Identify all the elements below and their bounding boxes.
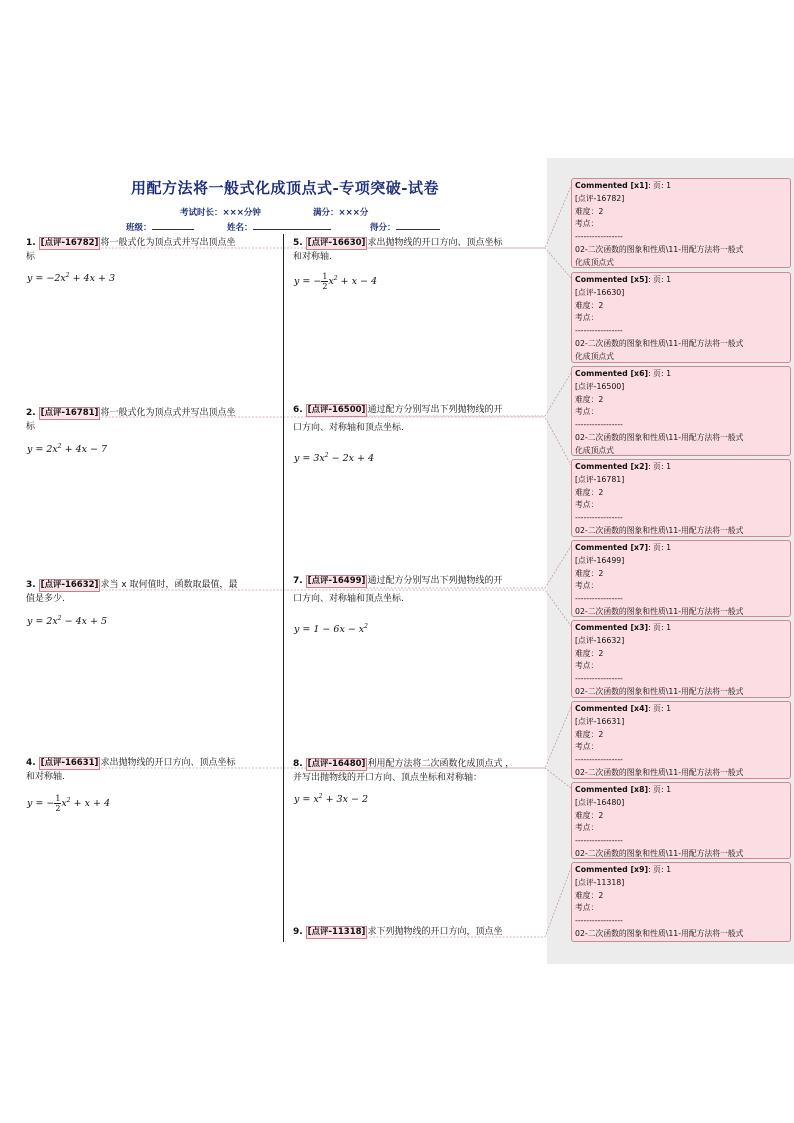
question-number: 4. bbox=[26, 758, 36, 768]
question-number: 2. bbox=[26, 408, 36, 418]
comment-tag[interactable]: [点评-16630] bbox=[307, 238, 366, 248]
comment-tag[interactable]: [点评-16781] bbox=[40, 408, 99, 418]
question-number: 8. bbox=[293, 759, 303, 769]
class-blank bbox=[152, 221, 194, 230]
question-text: 通过配方分别写出下列抛物线的开 bbox=[367, 576, 503, 586]
formula-2: $y = 2x^2 + 4x - 7$ bbox=[27, 443, 108, 456]
question-number: 6. bbox=[293, 405, 303, 415]
exam-time: 考试时长：×××分钟 bbox=[180, 208, 261, 218]
name-label: 姓名： bbox=[227, 223, 253, 233]
comment-tag[interactable]: [点评-16632] bbox=[40, 580, 99, 590]
name-blank bbox=[253, 221, 331, 230]
question-text: 求出抛物线的开口方向、顶点坐标 bbox=[367, 238, 503, 248]
question-2 bbox=[26, 406, 235, 434]
full-score: 满分：×××分 bbox=[313, 208, 369, 218]
score-blank bbox=[396, 221, 440, 230]
comment-balloon-x7[interactable]: Commented [x7]: 页: 1 [点评-16499] 难度：2 考点： ----------------- 02-二次函数的图象和性质\11-用配方法将一般式 bbox=[571, 540, 791, 617]
comment-balloon-x3[interactable]: Commented [x3]: 页: 1 [点评-16632] 难度：2 考点： ----------------- 02-二次函数的图象和性质\11-用配方法将一般式 bbox=[571, 620, 791, 698]
question-text-cont: 口方向、对称轴和顶点坐标. bbox=[293, 594, 404, 604]
question-4 bbox=[26, 756, 235, 784]
question-text-cont: 标 bbox=[26, 422, 36, 432]
question-text: 求当 x 取何值时，函数取最值，最 bbox=[100, 580, 238, 590]
comment-balloon-x8[interactable]: Commented [x8]: 页: 1 [点评-16480] 难度：2 考点： ----------------- 02-二次函数的图象和性质\11-用配方法将一般式 bbox=[571, 782, 791, 859]
formula-3: $y = 2x^2 - 4x + 5$ bbox=[27, 615, 108, 628]
question-text-cont: 标 bbox=[26, 252, 36, 262]
question-text: 求出抛物线的开口方向、顶点坐标 bbox=[100, 758, 236, 768]
formula-5: y = − $\frac{1}{2}$ $x^2 + x - 4$ bbox=[294, 272, 378, 291]
column-divider bbox=[283, 234, 284, 942]
question-text: 将一般式化为顶点式并写出顶点坐 bbox=[100, 408, 236, 418]
comment-tag[interactable]: [点评-16480] bbox=[307, 759, 366, 769]
formula-6: $y = 3x^2 - 2x + 4$ bbox=[294, 452, 375, 465]
formula-4: y = − $\frac{1}{2}$ $x^2 + x + 4$ bbox=[27, 794, 111, 813]
formula-1: $y = -2x^2 + 4x + 3$ bbox=[27, 272, 116, 285]
question-text: 通过配方分别写出下列抛物线的开 bbox=[367, 405, 503, 415]
question-5 bbox=[293, 236, 502, 264]
score-label: 得分： bbox=[370, 223, 396, 233]
page-title: 用配方法将一般式化成顶点式-专项突破-试卷 bbox=[131, 179, 439, 197]
comment-tag[interactable]: [点评-16782] bbox=[40, 238, 99, 248]
score-field bbox=[370, 221, 440, 233]
question-3 bbox=[26, 578, 238, 606]
comment-balloon-x4[interactable]: Commented [x4]: 页: 1 [点评-16631] 难度：2 考点： ----------------- 02-二次函数的图象和性质\11-用配方法将一般式 bbox=[571, 701, 791, 779]
comment-balloon-x9[interactable]: Commented [x9]: 页: 1 [点评-11318] 难度：2 考点： ----------------- 02-二次函数的图象和性质\11-用配方法将一般式 bbox=[571, 862, 791, 942]
question-text-cont: 并写出抛物线的开口方向、顶点坐标和对称轴： bbox=[293, 773, 483, 783]
question-number: 3. bbox=[26, 580, 36, 590]
comment-balloon-x5[interactable]: Commented [x5]: 页: 1 [点评-16630] 难度：2 考点： ----------------- 02-二次函数的图象和性质\11-用配方法将一般式 化成顶点式 bbox=[571, 272, 791, 363]
comment-balloon-x1[interactable]: Commented [x1]: 页: 1 [点评-16782] 难度：2 考点： ----------------- 02-二次函数的图象和性质\11-用配方法将一般式 化成顶点式 bbox=[571, 178, 791, 268]
question-number: 7. bbox=[293, 576, 303, 586]
question-text: 求下列抛物线的开口方向，顶点坐 bbox=[367, 927, 503, 937]
question-8 bbox=[293, 757, 514, 785]
comment-balloon-x2[interactable]: Commented [x2]: 页: 1 [点评-16781] 难度：2 考点： ----------------- 02-二次函数的图象和性质\11-用配方法将一般式 bbox=[571, 459, 791, 537]
question-text-cont: 和对称轴. bbox=[293, 252, 332, 262]
question-number: 5. bbox=[293, 238, 303, 248]
comment-balloon-x6[interactable]: Commented [x6]: 页: 1 [点评-16500] 难度：2 考点： ----------------- 02-二次函数的图象和性质\11-用配方法将一般式 化成顶点式 bbox=[571, 366, 791, 456]
question-text-cont: 值是多少. bbox=[26, 594, 65, 604]
question-text-cont: 口方向、对称轴和顶点坐标. bbox=[293, 423, 404, 433]
question-7 bbox=[293, 574, 502, 610]
class-field bbox=[126, 221, 194, 233]
question-text-cont: 和对称轴. bbox=[26, 772, 65, 782]
question-number: 9. bbox=[293, 927, 303, 937]
comment-tag[interactable]: [点评-11318] bbox=[307, 927, 366, 937]
question-number: 1. bbox=[26, 238, 36, 248]
question-1 bbox=[26, 236, 235, 264]
question-text: 将一般式化为顶点式并写出顶点坐 bbox=[100, 238, 236, 248]
comment-tag[interactable]: [点评-16500] bbox=[307, 405, 366, 415]
comment-tag[interactable]: [点评-16499] bbox=[307, 576, 366, 586]
formula-7: $y = 1 - 6x - x^2$ bbox=[294, 623, 368, 636]
question-9 bbox=[293, 925, 502, 939]
question-text: 利用配方法将二次函数化成顶点式 ， bbox=[367, 759, 515, 769]
formula-8: $y = x^2 + 3x - 2$ bbox=[294, 793, 369, 806]
name-field bbox=[227, 221, 331, 233]
question-6 bbox=[293, 403, 502, 439]
comment-tag[interactable]: [点评-16631] bbox=[40, 758, 99, 768]
class-label: 班级： bbox=[126, 223, 152, 233]
